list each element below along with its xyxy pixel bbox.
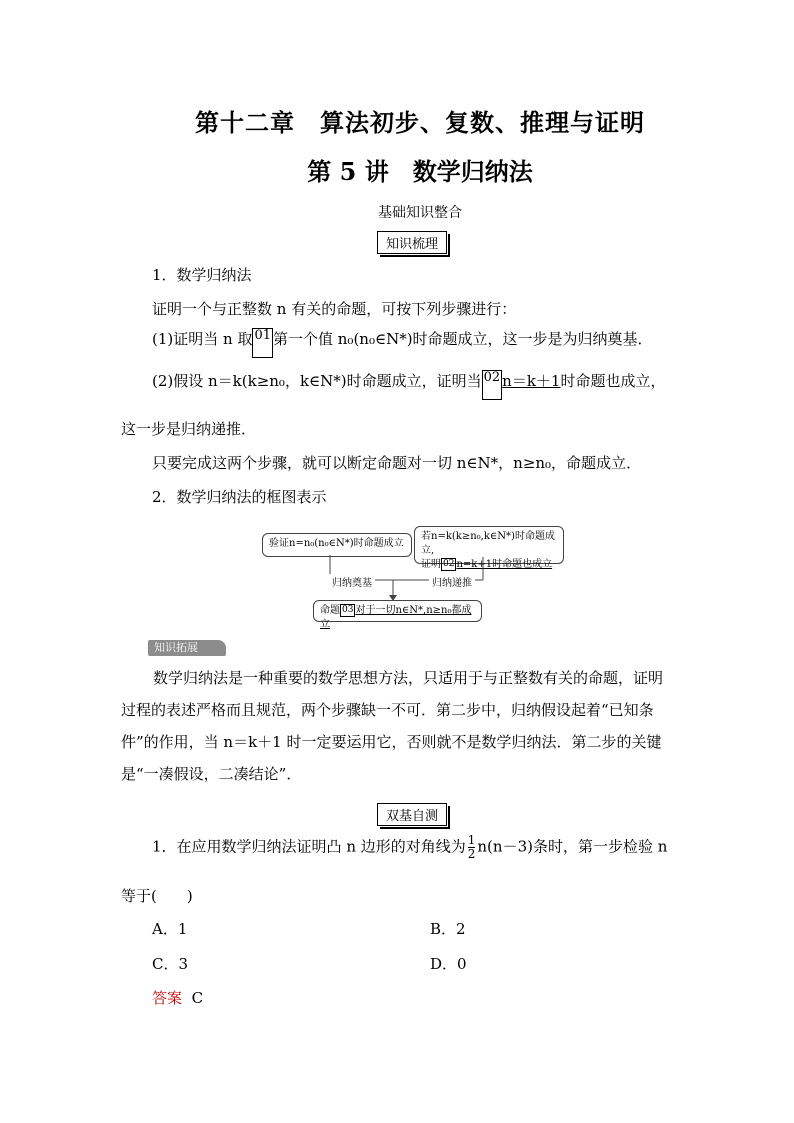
- step2-continuation: 这一步是归纳递推．: [121, 420, 257, 438]
- flow-blank-02: 02: [443, 559, 455, 569]
- step1-text-b: 第一个值 n₀(n₀∈N*)时命题成立，这一步是为归纳奠基．: [273, 330, 653, 348]
- extension-tag: 知识拓展: [148, 640, 226, 656]
- chapter-title: 第十二章 算法初步、复数、推理与证明: [195, 108, 645, 137]
- section-title: 基础知识整合: [378, 205, 462, 221]
- s1-intro: 证明一个与正整数 n 有关的命题，可按下列步骤进行：: [152, 300, 517, 318]
- flow-box-verify: 验证n=n₀(n₀∈N*)时命题成立: [262, 533, 412, 557]
- s2-heading: 2．数学归纳法的框图表示: [152, 488, 327, 506]
- blank-02: 02: [482, 370, 503, 400]
- step1-text-a: (1)证明当 n 取: [152, 330, 253, 348]
- step2-line: [152, 370, 665, 400]
- step2-underlined: n＝k＋1: [502, 372, 561, 390]
- blank-01: 01: [252, 328, 273, 358]
- s1-conclusion: 只要完成这两个步骤，就可以断定命题对一切 n∈N*，n≥n₀，命题成立．: [152, 454, 642, 472]
- flow-induction-line1: 若n=k(k≥n₀,k∈N*)时命题成立,: [421, 531, 555, 556]
- answer-value: C: [191, 989, 204, 1007]
- q1-stem-cont: 等于( ): [121, 887, 193, 905]
- flow-connectors: [260, 555, 560, 605]
- s1-heading: 1．数学归纳法: [152, 266, 252, 284]
- knowledge-label: 知识梳理: [377, 231, 447, 254]
- q1-stem: 1．在应用数学归纳法证明凸 n 边形的对角线为 $\frac{1}{2}$ n(n－3)条时，第一步检验 n: [152, 833, 668, 861]
- option-d: D．0: [430, 955, 467, 973]
- flow-label-recursion: 归纳递推: [429, 574, 475, 589]
- option-c: C．3: [152, 955, 189, 973]
- flow-label-base: 归纳奠基: [329, 574, 375, 589]
- step2-text-b: 时命题也成立，: [560, 372, 666, 390]
- answer-label: 答案: [152, 989, 183, 1007]
- fraction-half: $\frac{1}{2}$: [467, 833, 476, 861]
- flow-induction-line2: 证明 02 n=k+1时命题也成立: [421, 559, 553, 570]
- flow-blank-03: 03: [342, 605, 354, 615]
- lesson-title: 第 5 讲 数学归纳法: [307, 157, 533, 186]
- option-b: B．2: [430, 920, 466, 938]
- option-a: A．1: [152, 920, 188, 938]
- extension-text: 数学归纳法是一种重要的数学思想方法，只适用于与正整数有关的命题，证明过程的表述严格而且规范，两个步骤缺一不可．第二步中，归纳假设起着“已知条件”的作用，当 n＝k＋1 时一定要运用它，否则就不是数学归纳法．第二步的关键是“一凑假设，二凑结论”．: [121, 669, 664, 783]
- step1-line: [152, 328, 653, 358]
- flow-box-conclusion: 命题 03 对于一切n∈N*,n≥n₀都成立: [313, 600, 482, 622]
- test-label: 双基自测: [377, 803, 447, 826]
- step2-text-a: (2)假设 n＝k(k≥n₀，k∈N*)时命题成立，证明当: [152, 372, 482, 390]
- answer-line: [152, 987, 203, 1008]
